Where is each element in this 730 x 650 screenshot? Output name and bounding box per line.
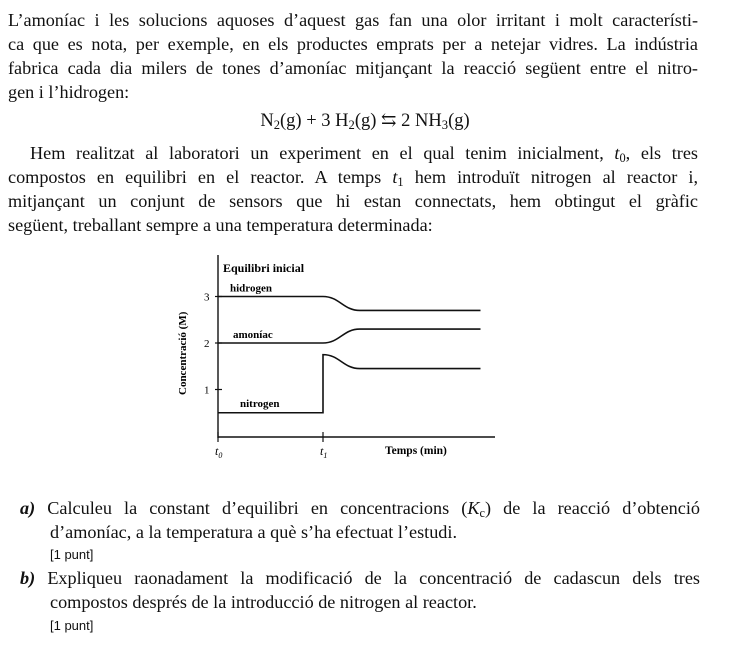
experiment-line: següent, treballant sempre a una temperatura determinada: [8,215,433,235]
question-b: b) Expliqueu raonadament la modificació de la concentració de cadascun dels tres compostos després de la introducció de nitrogen al reactor. [20,568,701,612]
experiment-line: Hem realitzat al laboratori un experiment en el qual tenim inicialment, $t_0$, els tres [30,143,699,166]
question-a-points: [1 punt] [50,547,94,562]
x-axis-label: Temps (min) [385,445,447,457]
hidrogen-label: hidrogen [230,282,272,295]
experiment-line: compostos en equilibri en el reactor. A temps $t_1$ hem introduït nitrogen al reactor i, [8,167,698,190]
intro-line: ca que es nota, per exemple, en els productes emprats per a netejar vidres. La indústria [8,34,698,54]
experiment-paragraph [8,141,698,237]
reaction-equation: $N_2(g) + 3$ $H_2(g)$ ⇆ 2 $NH_3(g)$ [260,111,470,133]
concentration-chart [160,250,510,465]
intro-line: gen i l’hidrogen: [8,82,130,102]
intro-line: fabrica cada dia milers de tones d’amoníac mitjançant la reacció següent entre el nitro- [8,58,698,78]
hidrogen-series [218,297,481,311]
experiment-line: mitjançant un conjunt de sensors que hi estan connectats, hem obtingut el gràfic [8,191,698,211]
y-tick-label: 3 [204,291,210,304]
equilibrium-arrow-icon: ⇆ [381,111,397,131]
amoniac-label: amoníac [233,329,273,341]
question-b-points: [1 punt] [50,618,94,633]
question-a: a) Calculeu la constant d’equilibri en concentracions $(K_c)$ de la reacció d’obtenció d’amoníac, a la temperatura a què s’ha efectuat l’estudi. [20,498,700,542]
intro-paragraph [8,8,698,104]
y-tick-label: 2 [204,338,210,350]
chart-title: Equilibri inicial [223,261,305,275]
nitrogen-label: nitrogen [240,397,280,410]
question-b-mark: b) [20,568,36,588]
question-a-mark: a) [20,498,36,518]
x-tick-label: $t_1$ [320,444,328,460]
y-axis-label: Concentració (M) [177,311,189,395]
intro-line: L’amoníac i les solucions aquoses d’aquest gas fan una olor irritant i molt característi- [8,10,698,30]
y-tick-label: 1 [204,384,210,397]
chart-series [218,297,481,413]
x-tick-label: $t_0$ [215,444,223,460]
